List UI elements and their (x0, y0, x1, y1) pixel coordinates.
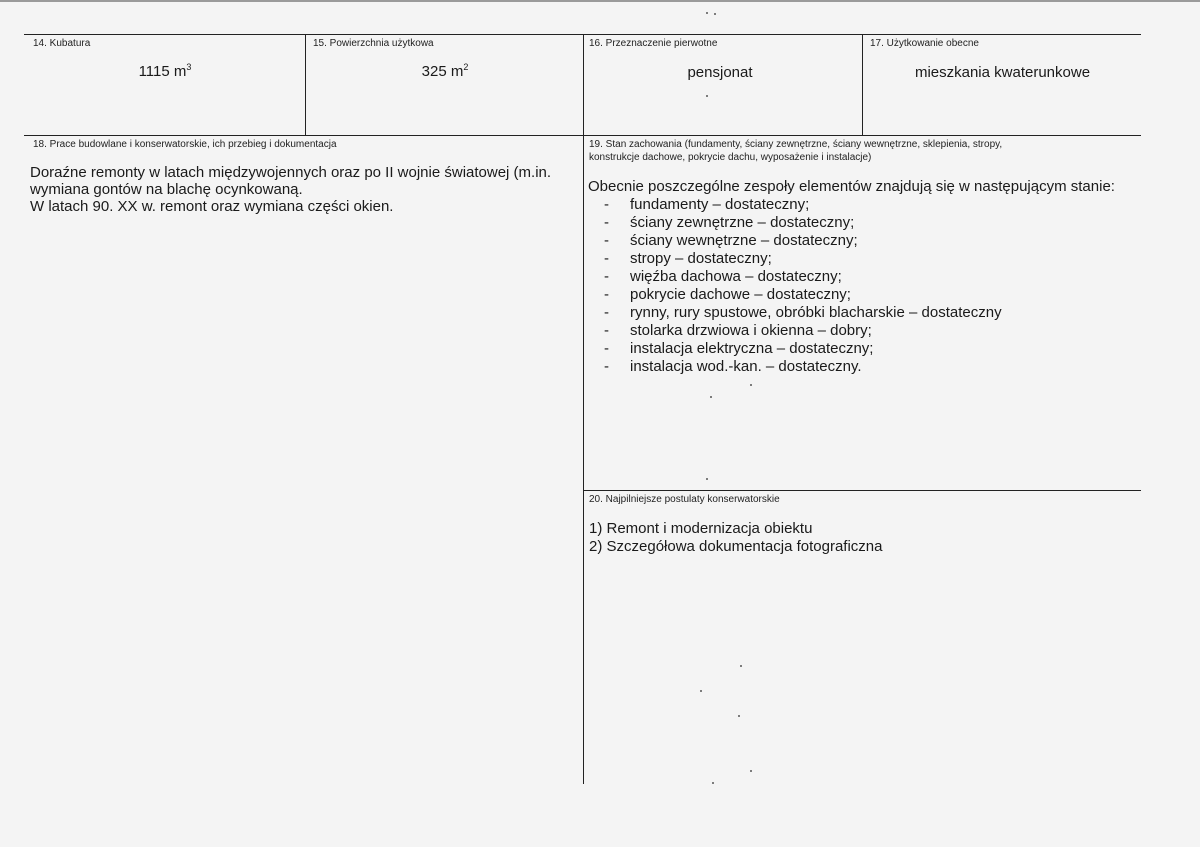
stan-label-line-2: konstrukcje dachowe, pokrycie dachu, wyposażenie i instalacje) (589, 152, 872, 163)
list-item-text: instalacja elektryczna – dostateczny; (630, 340, 874, 357)
col-divider-1 (305, 34, 306, 135)
powierzchnia-unit-exponent: 2 (463, 62, 469, 72)
list-item-text: stolarka drzwiowa i okienna – dobry; (630, 322, 872, 339)
kubatura-unit-exponent: 3 (186, 62, 192, 72)
prace-line-3: W latach 90. XX w. remont oraz wymiana części okien. (30, 198, 394, 215)
list-dash: - (604, 196, 609, 213)
list-item (588, 322, 1002, 340)
scan-speck (714, 13, 716, 15)
list-item (588, 268, 1002, 286)
powierzchnia-number: 325 m (421, 63, 464, 80)
list-item (588, 340, 1002, 358)
scan-speck (706, 12, 708, 14)
kubatura-value (100, 63, 230, 80)
list-dash: - (604, 358, 609, 375)
stan-list (588, 196, 1002, 376)
scan-speck (750, 384, 752, 386)
scan-speck (712, 782, 714, 784)
col-divider-2 (583, 34, 584, 784)
stan-intro: Obecnie poszczególne zespoły elementów znajdują się w następującym stanie: (588, 178, 1115, 195)
page-top-edge (0, 0, 1200, 2)
scan-speck (750, 770, 752, 772)
prace-line-2: wymiana gontów na blachę ocynkowaną. (30, 181, 303, 198)
postulaty-list (589, 520, 883, 556)
postulaty-label: 20. Najpilniejsze postulaty konserwatorskie (589, 494, 780, 505)
list-dash: - (604, 340, 609, 357)
list-item-text: ściany zewnętrzne – dostateczny; (630, 214, 855, 231)
list-item-text: pokrycie dachowe – dostateczny; (630, 286, 851, 303)
uzytkowanie-value: mieszkania kwaterunkowe (914, 64, 1091, 81)
list-item (588, 250, 1002, 268)
scan-speck (700, 690, 702, 692)
scan-speck (710, 396, 712, 398)
scan-speck (706, 95, 708, 97)
list-dash: - (604, 268, 609, 285)
list-dash: - (604, 286, 609, 303)
prace-text (30, 164, 551, 215)
list-item (588, 304, 1002, 322)
prace-label: 18. Prace budowlane i konserwatorskie, ich przebieg i dokumentacja (33, 139, 337, 150)
list-item-text: więźba dachowa – dostateczny; (630, 268, 842, 285)
scan-speck (706, 478, 708, 480)
list-dash: - (604, 322, 609, 339)
prace-line-1: Doraźne remonty w latach międzywojennych oraz po II wojnie światowej (m.in. (30, 164, 552, 181)
list-dash: - (604, 250, 609, 267)
przeznaczenie-value: pensjonat (687, 64, 753, 81)
list-item (588, 358, 1002, 376)
kubatura-number: 1115 m (138, 63, 187, 80)
scan-speck (740, 665, 742, 667)
section20-top-border (583, 490, 1141, 491)
list-item-text: instalacja wod.-kan. – dostateczny. (630, 358, 862, 375)
list-item (588, 232, 1002, 250)
list-item-text: stropy – dostateczny; (630, 250, 772, 267)
list-item-text: fundamenty – dostateczny; (630, 196, 810, 213)
stan-label-line-1: 19. Stan zachowania (fundamenty, ściany zewnętrzne, ściany wewnętrzne, sklepienia, stropy, (589, 139, 1003, 150)
kubatura-label: 14. Kubatura (33, 38, 91, 49)
list-item-text: ściany wewnętrzne – dostateczny; (630, 232, 858, 249)
list-item-text: rynny, rury spustowe, obróbki blacharskie – dostateczny (630, 304, 1002, 321)
scan-speck (738, 715, 740, 717)
list-dash: - (604, 304, 609, 321)
postulat-item-2: 2) Szczegółowa dokumentacja fotograficzna (589, 538, 883, 555)
list-item (588, 286, 1002, 304)
postulat-item-1: 1) Remont i modernizacja obiektu (589, 520, 813, 537)
list-item (588, 214, 1002, 232)
col-divider-3 (862, 34, 863, 135)
powierzchnia-label: 15. Powierzchnia użytkowa (313, 38, 434, 49)
list-dash: - (604, 214, 609, 231)
przeznaczenie-label: 16. Przeznaczenie pierwotne (589, 38, 718, 49)
list-item (588, 196, 1002, 214)
uzytkowanie-label: 17. Użytkowanie obecne (870, 38, 979, 49)
powierzchnia-value (380, 63, 510, 80)
list-dash: - (604, 232, 609, 249)
